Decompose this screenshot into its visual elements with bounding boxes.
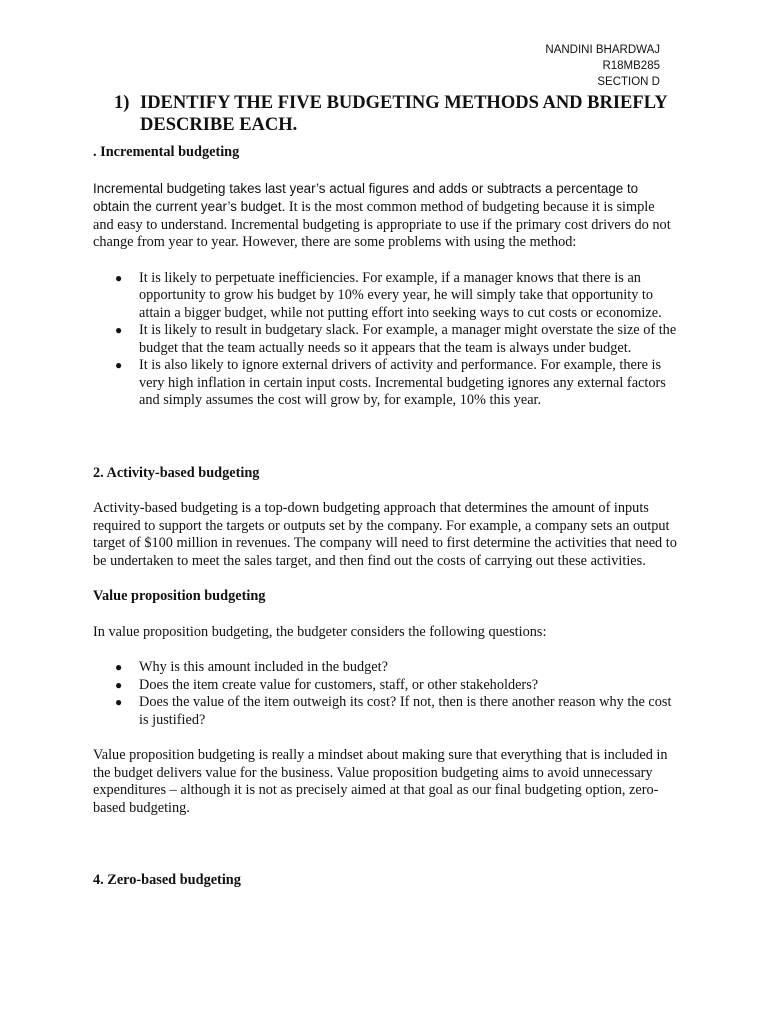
list-item: ● Does the item create value for customers, staff, or other stakeholders? bbox=[115, 676, 539, 693]
list-item: ● It is likely to result in budgetary slack. For example, a manager might overstate the size of the budget that the team actually needs so it appears that the team is always under budget. bbox=[115, 322, 677, 356]
bullet-icon: ● bbox=[115, 323, 123, 337]
author-header bbox=[545, 42, 660, 90]
incremental-intro-rest: It is the most common method of budgeting because it is simple and easy to understand. Incremental budgeting is appropriate to use if the primary cost drivers do not change from year to year. However, there are some problems with using the method: bbox=[93, 199, 671, 250]
list-item: ● It is also likely to ignore external drivers of activity and performance. For example, there is very high inflation in certain input costs. Incremental budgeting ignores any external factors and simply assumes the cost will grow by, for example, 10% this year. bbox=[115, 357, 666, 408]
bullet-icon: ● bbox=[115, 270, 123, 285]
bullet-icon: ● bbox=[115, 677, 123, 692]
section-heading-value: Value proposition budgeting bbox=[93, 588, 266, 604]
incremental-intro bbox=[93, 180, 677, 252]
section-heading-zero: 4. Zero-based budgeting bbox=[93, 872, 241, 888]
value-bullet-list bbox=[93, 659, 677, 729]
list-item: ● Why is this amount included in the budget? bbox=[115, 659, 388, 675]
bullet-icon: ● bbox=[115, 660, 123, 674]
incremental-bullet-list bbox=[93, 270, 677, 410]
list-item: ● It is likely to perpetuate inefficiencies. For example, if a manager knows that there is an opportunity to grow his budget by 10% every year, he will simply take that opportunity to attain a bigger budget, while not putting effort into seeking ways to cut costs or economize. bbox=[115, 269, 662, 321]
value-closing: Value proposition budgeting is really a mindset about making sure that everything that is included in the budget delivers value for the business. Value proposition budgeting aims to avoid unnecessary expenditures – although it is not as precisely aimed at that goal as our final budgeting option, zero-based budgeting. bbox=[93, 747, 668, 816]
value-intro: In value proposition budgeting, the budgeter considers the following questions: bbox=[93, 623, 547, 640]
question-text: IDENTIFY THE FIVE BUDGETING METHODS AND BRIEFLY DESCRIBE EACH. bbox=[140, 93, 668, 135]
question-number: 1) bbox=[114, 93, 130, 113]
section-label: SECTION D bbox=[597, 76, 660, 88]
document-body bbox=[93, 144, 677, 890]
list-item: ● Does the value of the item outweigh its cost? If not, then is there another reason why the cost is justified? bbox=[115, 694, 672, 728]
section-heading-activity: 2. Activity-based budgeting bbox=[93, 464, 260, 481]
roll-number: R18MB285 bbox=[602, 60, 660, 72]
incremental-intro-sans: Incremental budgeting takes last year’s actual figures and adds or subtracts a percentage to obtain the current year’s budget. bbox=[93, 180, 639, 214]
activity-body: Activity-based budgeting is a top-down budgeting approach that determines the amount of inputs required to support the targets or outputs set by the company. For example, a company sets an output target of $100 million in revenues. The company will need to first determine the activities that need to be undertaken to meet the sales target, and then find out the costs of carrying out these activities. bbox=[93, 500, 677, 569]
section-heading-incremental: . Incremental budgeting bbox=[93, 144, 240, 160]
bullet-icon: ● bbox=[115, 358, 123, 372]
author-name: NANDINI BHARDWAJ bbox=[545, 44, 660, 56]
bullet-icon: ● bbox=[115, 695, 123, 709]
question-title bbox=[114, 92, 674, 136]
